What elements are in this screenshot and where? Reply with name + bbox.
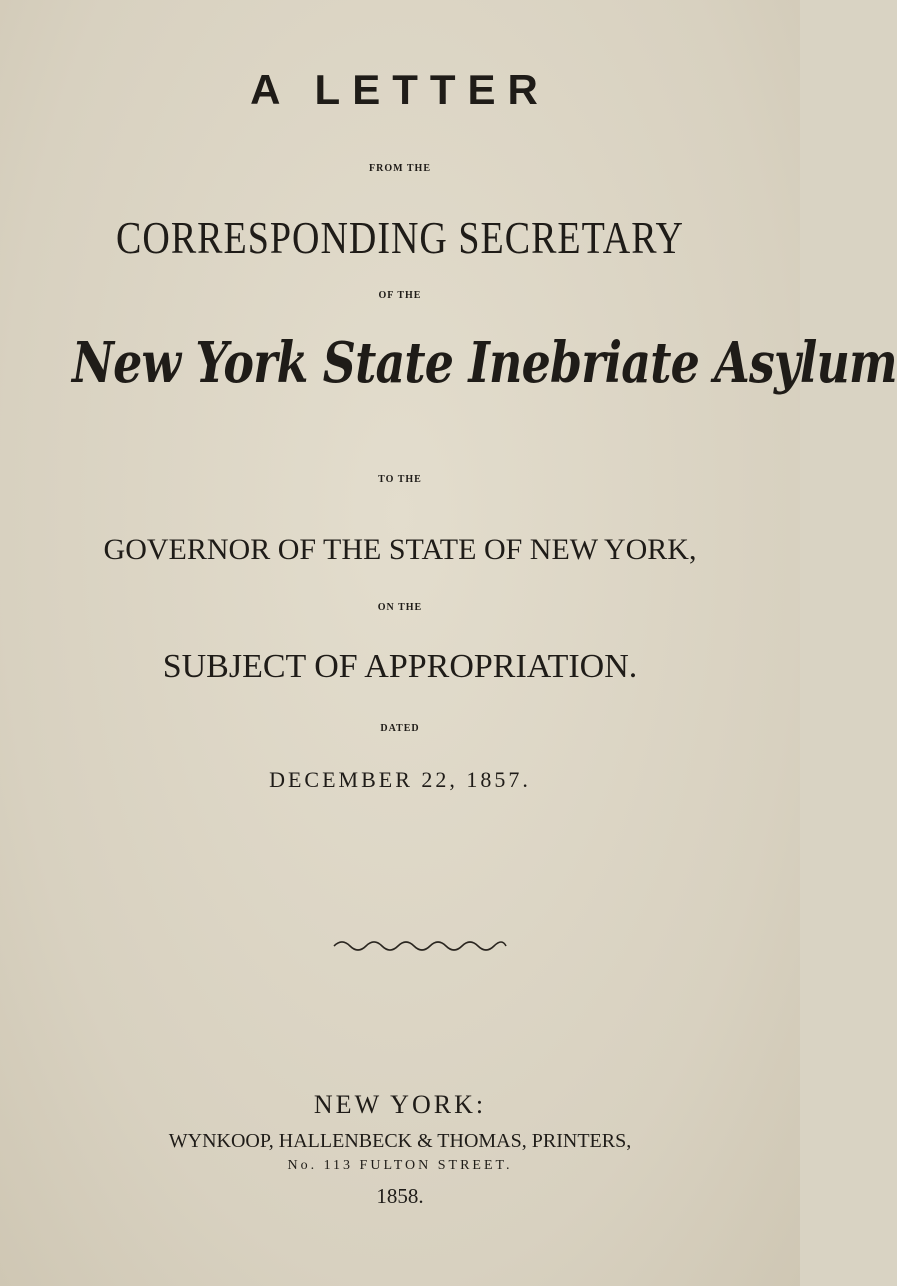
- imprint-year: 1858.: [376, 1184, 424, 1208]
- dated-label: DATED: [380, 723, 420, 734]
- from-the-label: FROM THE: [369, 163, 431, 174]
- imprint-city: NEW YORK:: [313, 1090, 487, 1119]
- date-line: DECEMBER 22, 1857.: [269, 767, 531, 792]
- subject-line: SUBJECT OF APPROPRIATION.: [162, 648, 638, 685]
- imprint-printers: WYNKOOP, HALLENBECK & THOMAS, PRINTERS,: [168, 1130, 632, 1152]
- governor-line: GOVERNOR OF THE STATE OF NEW YORK,: [103, 533, 697, 566]
- imprint-street: No. 113 FULTON STREET.: [287, 1158, 513, 1173]
- institution-name: New York State Inebriate Asylum: [72, 330, 897, 396]
- corresponding-secretary: CORRESPONDING SECRETARY: [116, 213, 684, 264]
- of-the-label: OF THE: [378, 290, 422, 301]
- wavy-rule-ornament: [330, 930, 510, 960]
- on-the-label: ON THE: [377, 602, 423, 613]
- to-the-label: TO THE: [378, 474, 422, 485]
- title: A LETTER: [250, 66, 550, 113]
